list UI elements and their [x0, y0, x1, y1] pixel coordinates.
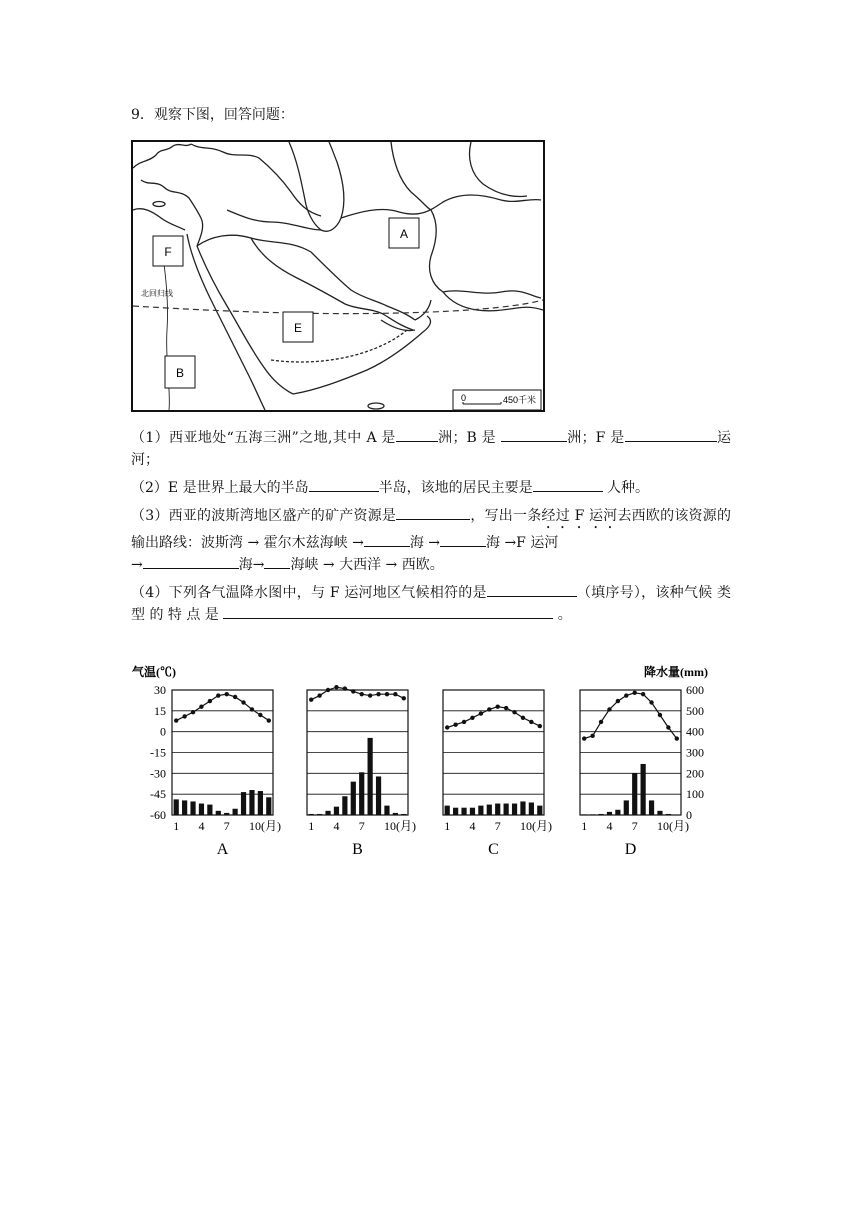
precip-bar	[590, 814, 595, 815]
precip-bar	[641, 764, 646, 815]
blank-8[interactable]	[440, 532, 486, 547]
precip-bar	[233, 809, 238, 815]
temp-tick-label: 30	[154, 683, 166, 697]
precip-bar	[624, 800, 629, 815]
climate-panel-b	[307, 685, 416, 858]
precip-bar	[342, 796, 347, 815]
precip-bar	[487, 805, 492, 815]
temp-point	[326, 688, 330, 692]
precip-bar	[334, 807, 339, 815]
question-2: （2）E 是世界上最大的半岛 半岛，该地的居民主要是 人种。	[131, 477, 731, 499]
temp-tick-label: -15	[150, 745, 166, 760]
temp-point	[334, 685, 338, 689]
precip-bar	[207, 805, 212, 815]
precip-tick-label: 500	[686, 703, 704, 718]
map-label-b: B	[175, 366, 185, 380]
precip-bar	[666, 814, 671, 815]
temp-point	[487, 707, 491, 711]
temp-point	[309, 698, 313, 702]
blank-10[interactable]	[264, 554, 290, 569]
temp-point	[599, 720, 603, 724]
question-1: （1）西亚地处“五海三洲”之地,其中 A 是 洲；B 是 洲；F 是 运河；	[131, 427, 731, 471]
x-tick-label: 1	[581, 819, 588, 833]
map-label-f: F	[164, 245, 172, 259]
temp-tick-label: 15	[154, 703, 166, 718]
precip-bar	[607, 812, 612, 815]
precip-bar	[241, 792, 246, 815]
precip-bar	[598, 814, 603, 815]
precip-bar	[351, 782, 356, 815]
temp-axis-title: 气温(℃)	[132, 665, 176, 679]
blank-11[interactable]	[487, 582, 577, 597]
precip-tick-label: 300	[686, 745, 704, 760]
temp-line	[447, 707, 540, 728]
temp-tick-label: -30	[150, 766, 166, 781]
blank-12[interactable]	[223, 604, 553, 619]
blank-2[interactable]	[501, 427, 567, 442]
x-tick-label: 7	[223, 819, 230, 833]
temp-point	[512, 710, 516, 714]
x-tick-label: 7	[358, 819, 365, 833]
temp-point	[633, 691, 637, 695]
blank-3[interactable]	[625, 427, 717, 442]
panel-name: D	[624, 841, 637, 858]
precip-bar	[615, 810, 620, 815]
panel-name: B	[352, 841, 363, 858]
temp-point	[641, 692, 645, 696]
x-tick-label: 4	[469, 819, 476, 833]
temp-point	[504, 706, 508, 710]
precip-bar	[258, 791, 263, 815]
map-label-a: A	[399, 227, 409, 241]
x-tick-label: 1	[173, 819, 180, 833]
temp-point	[216, 693, 220, 697]
precip-bar	[401, 814, 406, 815]
x-tick-label: 1	[444, 819, 451, 833]
temp-point	[317, 693, 321, 697]
x-tick-label: 7	[494, 819, 501, 833]
temp-point	[479, 711, 483, 715]
temp-line	[311, 687, 404, 700]
temp-point	[267, 718, 271, 722]
temp-point	[607, 707, 611, 711]
blank-4[interactable]	[309, 477, 379, 492]
x-tick-label: 4	[606, 819, 613, 833]
precip-bar	[520, 801, 525, 815]
temp-point	[402, 696, 406, 700]
temp-point	[445, 725, 449, 729]
temp-point	[624, 693, 628, 697]
precip-bar	[512, 804, 517, 815]
x-tick-label: 7	[631, 819, 638, 833]
precip-bar	[445, 806, 450, 815]
panel-name: A	[216, 841, 229, 858]
precip-bar	[495, 804, 500, 815]
temp-point	[538, 724, 542, 728]
precip-bar	[190, 801, 195, 815]
x-tick-label: 4	[198, 819, 205, 833]
x-tick-label: 10(月)	[656, 819, 689, 833]
temp-point	[529, 720, 533, 724]
temp-point	[351, 689, 355, 693]
precip-bar	[325, 811, 330, 815]
precip-bar	[657, 811, 662, 815]
x-tick-label: 10(月)	[519, 819, 552, 833]
temp-point	[496, 704, 500, 708]
precip-bar	[470, 808, 475, 815]
x-tick-label: 10(月)	[383, 819, 416, 833]
precip-bar	[632, 773, 637, 815]
temp-point	[258, 713, 262, 717]
precip-bar	[368, 738, 373, 815]
precip-tick-label: 200	[686, 766, 704, 781]
scale-text: 450千米	[503, 395, 537, 405]
temp-point	[376, 692, 380, 696]
precip-bar	[461, 808, 466, 815]
temp-point	[385, 692, 389, 696]
precip-bar	[384, 806, 389, 815]
precip-bar	[649, 800, 654, 815]
temp-point	[191, 710, 195, 714]
temp-point	[250, 707, 254, 711]
panel-name: C	[488, 841, 499, 858]
precip-bar	[174, 799, 179, 815]
temp-line	[176, 694, 269, 720]
temp-point	[666, 725, 670, 729]
temp-point	[462, 720, 466, 724]
climate-panel-d	[580, 690, 689, 858]
blank-6[interactable]	[396, 505, 470, 520]
temp-point	[453, 723, 457, 727]
temp-point	[241, 700, 245, 704]
temp-point	[649, 700, 653, 704]
temp-point	[616, 699, 620, 703]
precip-bar	[504, 804, 509, 815]
climate-charts	[130, 660, 710, 860]
temp-point	[174, 718, 178, 722]
temp-point	[233, 695, 237, 699]
precip-tick-label: 0	[686, 808, 692, 822]
precip-bar	[249, 790, 254, 815]
temp-point	[590, 734, 594, 738]
question-title: 9．观察下图，回答问题：	[131, 107, 294, 123]
precip-bar	[537, 806, 542, 815]
precip-bar	[266, 797, 271, 815]
precip-bar	[453, 808, 458, 815]
west-asia-map	[131, 140, 546, 412]
precip-bar	[309, 814, 314, 815]
precip-bar	[478, 806, 483, 815]
temp-point	[393, 692, 397, 696]
precip-bar	[199, 804, 204, 815]
x-tick-label: 1	[308, 819, 315, 833]
precip-axis-title: 降水量(mm)	[644, 665, 708, 679]
precip-bar	[182, 800, 187, 815]
precip-tick-label: 400	[686, 724, 704, 739]
temp-tick-label: -45	[150, 787, 166, 802]
precip-bar	[376, 776, 381, 815]
precip-bar	[393, 813, 398, 815]
question-4: （4）下列各气温降水图中，与 F 运河地区气候相符的是 （填序号），该种气候 类 型 的 特 点 是 。	[131, 582, 731, 626]
blank-5[interactable]	[533, 477, 603, 492]
temp-point	[360, 692, 364, 696]
temp-point	[675, 736, 679, 740]
precip-bar	[582, 814, 587, 815]
precip-bar	[529, 803, 534, 816]
precip-tick-label: 100	[686, 787, 704, 802]
temp-tick-label: -60	[150, 808, 166, 822]
x-tick-label: 4	[333, 819, 340, 833]
precip-bar	[317, 814, 322, 815]
temp-point	[225, 692, 229, 696]
precip-bar	[216, 811, 221, 815]
temp-point	[582, 736, 586, 740]
scale-zero: 0	[461, 393, 467, 403]
temp-point	[470, 716, 474, 720]
blank-9[interactable]	[143, 554, 239, 569]
temp-point	[343, 686, 347, 690]
map-label-e: E	[293, 321, 303, 335]
blank-1[interactable]	[396, 427, 438, 442]
climate-panel-c	[443, 690, 552, 858]
temp-point	[199, 704, 203, 708]
x-tick-label: 10(月)	[248, 819, 281, 833]
temp-tick-label: 0	[160, 724, 166, 739]
temp-point	[368, 693, 372, 697]
climate-panel-a	[172, 690, 281, 858]
temp-point	[521, 716, 525, 720]
precip-tick-label: 600	[686, 683, 704, 697]
precip-bar	[224, 813, 229, 815]
temp-point	[658, 713, 662, 717]
temp-point	[182, 714, 186, 718]
precip-bar	[359, 772, 364, 815]
question-3: （3）西亚的波斯湾地区盛产的矿产资源是 ，写出一条经过 F 运河去西欧的该资源的输出路线：波斯湾 → 霍尔木兹海峡 → 海 → 海 →F 运河 → 海→ 海峡 → 大西洋 → 西欧。	[131, 505, 731, 576]
questions	[131, 427, 731, 632]
blank-7[interactable]	[364, 532, 410, 547]
tropic-label: 北回归线	[141, 289, 173, 298]
temp-point	[208, 699, 212, 703]
